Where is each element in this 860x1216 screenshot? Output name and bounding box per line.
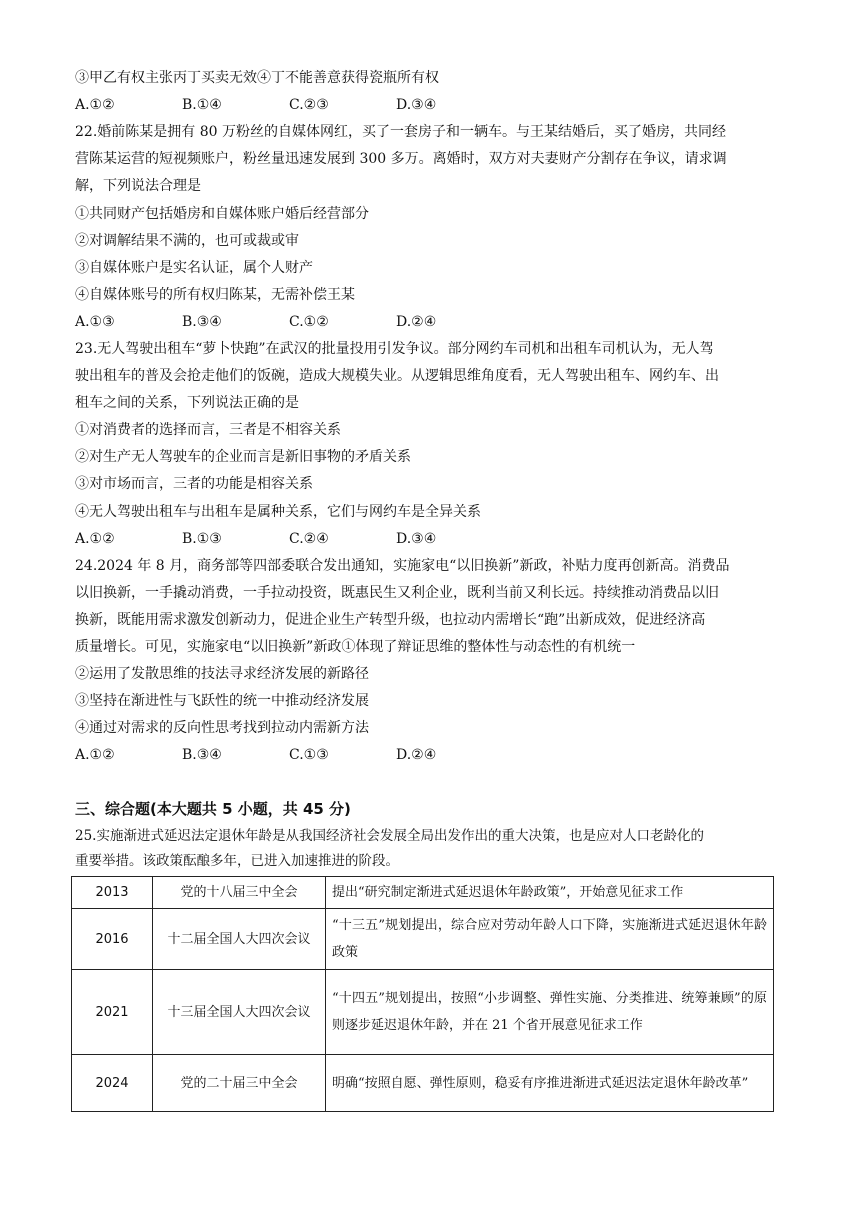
q21-option-b: B.①④ <box>182 97 222 113</box>
q22-option-a: A.①③ <box>75 314 115 330</box>
table-row <box>72 1055 774 1112</box>
table-cell-year: 2024 <box>72 1055 153 1112</box>
q24-stem-line: 换新，既能用需求激发创新动力，促进企业生产转型升级，也拉动内需增长“跑”出新成效，促进经济高 <box>75 612 706 628</box>
q22-option-d: D.②④ <box>396 314 437 330</box>
q23-option-d: D.③④ <box>396 531 437 547</box>
q24-item: ③坚持在渐进性与飞跃性的统一中推动经济发展 <box>75 693 369 709</box>
q23-option-c: C.②④ <box>289 531 329 547</box>
table-cell-content: 提出“研究制定渐进式延迟退休年龄政策”，开始意见征求工作 <box>326 877 774 909</box>
q23-stem-line: 驶出租车的普及会抢走他们的饭碗，造成大规模失业。从逻辑思维角度看，无人驾驶出租车、网约车、出 <box>75 368 719 384</box>
table-cell-meeting: 党的二十届三中全会 <box>153 1055 326 1112</box>
q22-options <box>75 313 575 331</box>
table-cell-meeting: 十二届全国人大四次会议 <box>153 909 326 970</box>
q24-option-a: A.①② <box>75 747 115 763</box>
q22-stem-line: 解，下列说法合理是 <box>75 178 201 194</box>
q24-item: ④通过对需求的反向性思考找到拉动内需新方法 <box>75 720 369 736</box>
policy-timeline-table <box>71 876 774 1112</box>
table-cell-year: 2013 <box>72 877 153 909</box>
q23-options <box>75 530 575 548</box>
q24-stem-line: 质量增长。可见，实施家电“以旧换新”新政①体现了辩证思维的整体性与动态性的有机统一 <box>75 639 636 655</box>
q21-option-a: A.①② <box>75 97 115 113</box>
q25-stem-line: 重要举措。该政策酝酿多年，已进入加速推进的阶段。 <box>75 853 399 869</box>
q25-stem-line: 25.实施渐进式延迟法定退休年龄是从我国经济社会发展全局出发作出的重大决策，也是应对人口老龄化的 <box>75 828 704 844</box>
q23-item: ①对消费者的选择而言，三者是不相容关系 <box>75 422 341 438</box>
table-cell-year: 2016 <box>72 909 153 970</box>
q23-option-b: B.①③ <box>182 531 222 547</box>
q24-option-d: D.②④ <box>396 747 437 763</box>
table-cell-year: 2021 <box>72 970 153 1055</box>
q22-stem-line: 22.婚前陈某是拥有 80 万粉丝的自媒体网红，买了一套房子和一辆车。与王某结婚后，买了婚房，共同经 <box>75 124 726 140</box>
table-cell-content: “十三五”规划提出，综合应对劳动年龄人口下降，实施渐进式延迟退休年龄政策 <box>326 909 774 970</box>
q21-options <box>75 96 575 114</box>
q23-stem-line: 租车之间的关系，下列说法正确的是 <box>75 395 299 411</box>
section-heading: 三、综合题(本大题共 5 小题，共 45 分) <box>75 800 351 818</box>
q24-item: ②运用了发散思维的技法寻求经济发展的新路径 <box>75 666 369 682</box>
table-cell-meeting: 党的十八届三中全会 <box>153 877 326 909</box>
q24-option-c: C.①③ <box>289 747 329 763</box>
q21-option-d: D.③④ <box>396 97 437 113</box>
q22-option-b: B.③④ <box>182 314 222 330</box>
table-row <box>72 877 774 909</box>
q21-items-line: ③甲乙有权主张丙丁买卖无效④丁不能善意获得瓷瓶所有权 <box>75 70 439 86</box>
q24-stem-line: 以旧换新，一手撬动消费，一手拉动投资，既惠民生又利企业，既利当前又利长远。持续推动消费品以旧 <box>75 585 719 601</box>
table-cell-content: 明确“按照自愿、弹性原则，稳妥有序推进渐进式延迟法定退休年龄改革” <box>326 1055 774 1112</box>
q22-item: ④自媒体账号的所有权归陈某，无需补偿王某 <box>75 287 355 303</box>
table-cell-content: “十四五”规划提出，按照“小步调整、弹性实施、分类推进、统筹兼顾”的原则逐步延迟退休年龄，并在 21 个省开展意见征求工作 <box>326 970 774 1055</box>
q22-item: ②对调解结果不满的，也可或裁或审 <box>75 233 299 249</box>
table-row <box>72 909 774 970</box>
q23-item: ④无人驾驶出租车与出租车是属种关系，它们与网约车是全异关系 <box>75 504 481 520</box>
q23-item: ②对生产无人驾驶车的企业而言是新旧事物的矛盾关系 <box>75 449 411 465</box>
table-row <box>72 970 774 1055</box>
q24-options <box>75 746 575 764</box>
q22-item: ①共同财产包括婚房和自媒体账户婚后经营部分 <box>75 206 369 222</box>
q22-option-c: C.①② <box>289 314 329 330</box>
q23-stem-line: 23.无人驾驶出租车“萝卜快跑”在武汉的批量投用引发争议。部分网约车司机和出租车司机认为，无人驾 <box>75 341 714 357</box>
q24-option-b: B.③④ <box>182 747 222 763</box>
q24-stem-line: 24.2024 年 8 月，商务部等四部委联合发出通知，实施家电“以旧换新”新政，补贴力度再创新高。消费品 <box>75 558 730 574</box>
q22-item: ③自媒体账户是实名认证，属个人财产 <box>75 260 313 276</box>
q23-option-a: A.①② <box>75 531 115 547</box>
q22-stem-line: 营陈某运营的短视频账户，粉丝量迅速发展到 300 多万。离婚时，双方对夫妻财产分割存在争议，请求调 <box>75 151 727 167</box>
table-cell-meeting: 十三届全国人大四次会议 <box>153 970 326 1055</box>
q23-item: ③对市场而言，三者的功能是相容关系 <box>75 476 313 492</box>
q21-option-c: C.②③ <box>289 97 329 113</box>
